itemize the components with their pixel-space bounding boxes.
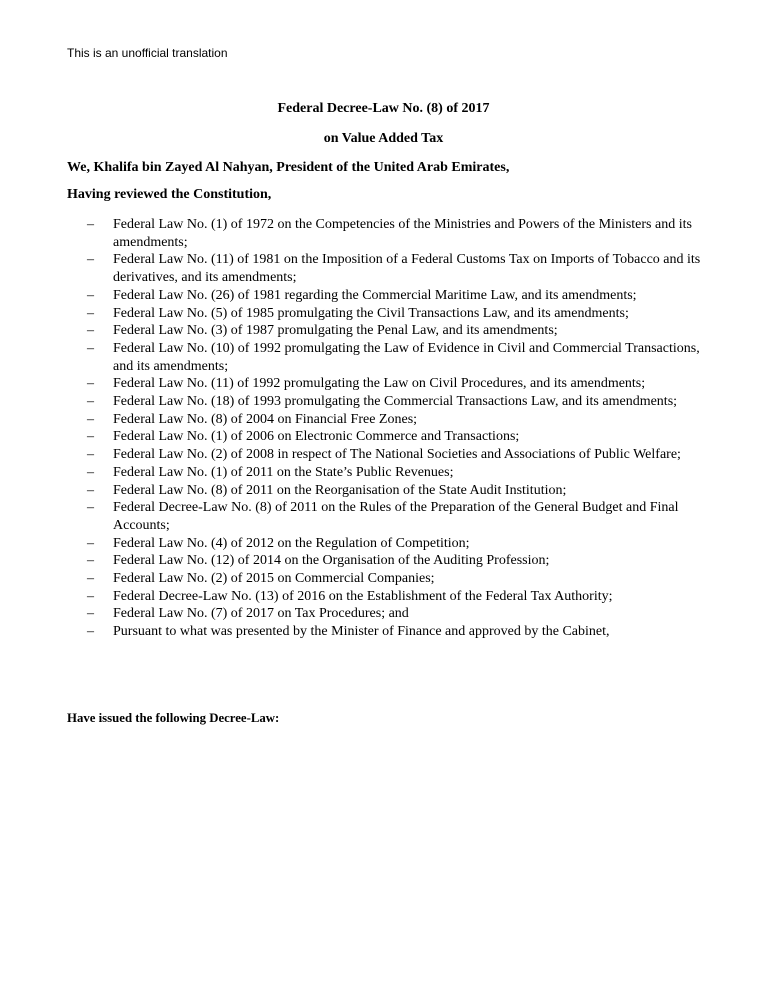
- list-item: [67, 340, 707, 375]
- list-item: [67, 375, 707, 393]
- list-item: [67, 446, 707, 464]
- dash-bullet: –: [87, 464, 94, 480]
- dash-bullet: –: [87, 588, 94, 604]
- document-title: Federal Decree-Law No. (8) of 2017: [277, 101, 490, 116]
- list-item-text: Federal Law No. (1) of 2006 on Electronic Commerce and Transactions;: [113, 429, 520, 445]
- list-item: [67, 605, 707, 623]
- dash-bullet: –: [87, 305, 94, 321]
- dash-bullet: –: [87, 571, 94, 587]
- reviewed-laws-list: [67, 216, 707, 641]
- list-item: [67, 464, 707, 482]
- list-item: [67, 411, 707, 429]
- list-item: [67, 552, 707, 570]
- dash-bullet: –: [87, 624, 94, 640]
- list-item: [67, 287, 707, 305]
- issuance-statement: Have issued the following Decree-Law:: [67, 711, 280, 725]
- dash-bullet: –: [87, 411, 94, 427]
- document-subtitle: on Value Added Tax: [323, 131, 444, 146]
- list-item-text: Federal Law No. (12) of 2014 on the Organisation of the Auditing Profession;: [113, 553, 550, 569]
- list-item-text: Federal Law No. (8) of 2004 on Financial Free Zones;: [113, 411, 418, 427]
- list-item-text: Federal Law No. (26) of 1981 regarding the Commercial Maritime Law, and its amendments;: [113, 287, 637, 303]
- dash-bullet: –: [87, 447, 94, 463]
- list-item: [67, 570, 707, 588]
- list-item: [67, 322, 707, 340]
- dash-bullet: –: [87, 252, 94, 268]
- dash-bullet: –: [87, 340, 94, 356]
- list-item: [67, 482, 707, 500]
- list-item-text: Federal Law No. (11) of 1981 on the Imposition of a Federal Customs Tax on Imports of Tobacco and its derivatives, and its amendments;: [113, 252, 701, 286]
- dash-bullet: –: [87, 394, 94, 410]
- list-item-text: Federal Law No. (10) of 1992 promulgating the Law of Evidence in Civil and Commercial Transactions, and its amendments;: [113, 340, 700, 374]
- list-item: [67, 588, 707, 606]
- list-item: [67, 428, 707, 446]
- preamble-statement: We, Khalifa bin Zayed Al Nahyan, President of the United Arab Emirates,: [67, 160, 510, 175]
- list-item: [67, 393, 707, 411]
- list-item: [67, 499, 707, 534]
- list-item: [67, 535, 707, 553]
- dash-bullet: –: [87, 535, 94, 551]
- dash-bullet: –: [87, 500, 94, 516]
- list-item: [67, 216, 707, 251]
- dash-bullet: –: [87, 217, 94, 232]
- dash-bullet: –: [87, 429, 94, 445]
- list-item-text: Federal Law No. (18) of 1993 promulgating the Commercial Transactions Law, and its amendments;: [113, 394, 678, 410]
- list-item-text: Federal Decree-Law No. (8) of 2011 on the Rules of the Preparation of the General Budget and Final Accounts;: [113, 500, 679, 533]
- dash-bullet: –: [87, 606, 94, 622]
- list-item-text: Federal Law No. (4) of 2012 on the Regulation of Competition;: [113, 535, 470, 551]
- dash-bullet: –: [87, 287, 94, 303]
- list-item-text: Federal Law No. (2) of 2015 on Commercial Companies;: [113, 571, 435, 587]
- list-item-text: Federal Law No. (7) of 2017 on Tax Procedures; and: [113, 606, 409, 622]
- translation-notice: This is an unofficial translation: [67, 46, 228, 60]
- dash-bullet: –: [87, 323, 94, 339]
- dash-bullet: –: [87, 376, 94, 392]
- list-item: [67, 305, 707, 323]
- list-item: [67, 623, 707, 641]
- list-item-text: Federal Law No. (3) of 1987 promulgating the Penal Law, and its amendments;: [113, 323, 558, 339]
- reviewed-heading: Having reviewed the Constitution,: [67, 187, 272, 202]
- list-item-text: Federal Law No. (2) of 2008 in respect of The National Societies and Associations of Public Welfare;: [113, 447, 681, 463]
- list-item-text: Federal Law No. (11) of 1992 promulgating the Law on Civil Procedures, and its amendments;: [113, 376, 646, 392]
- list-item-text: Federal Law No. (5) of 1985 promulgating the Civil Transactions Law, and its amendments;: [113, 305, 629, 321]
- list-item-text: Federal Decree-Law No. (13) of 2016 on the Establishment of the Federal Tax Authority;: [113, 588, 613, 604]
- list-item-text: Pursuant to what was presented by the Minister of Finance and approved by the Cabinet,: [113, 624, 610, 640]
- list-item-text: Federal Law No. (8) of 2011 on the Reorganisation of the State Audit Institution;: [113, 482, 567, 498]
- list-item-text: Federal Law No. (1) of 1972 on the Competencies of the Ministries and Powers of the Ministers and its amendments;: [113, 217, 692, 250]
- list-item: [67, 251, 707, 286]
- list-item-text: Federal Law No. (1) of 2011 on the State’s Public Revenues;: [113, 464, 454, 480]
- dash-bullet: –: [87, 553, 94, 569]
- dash-bullet: –: [87, 482, 94, 498]
